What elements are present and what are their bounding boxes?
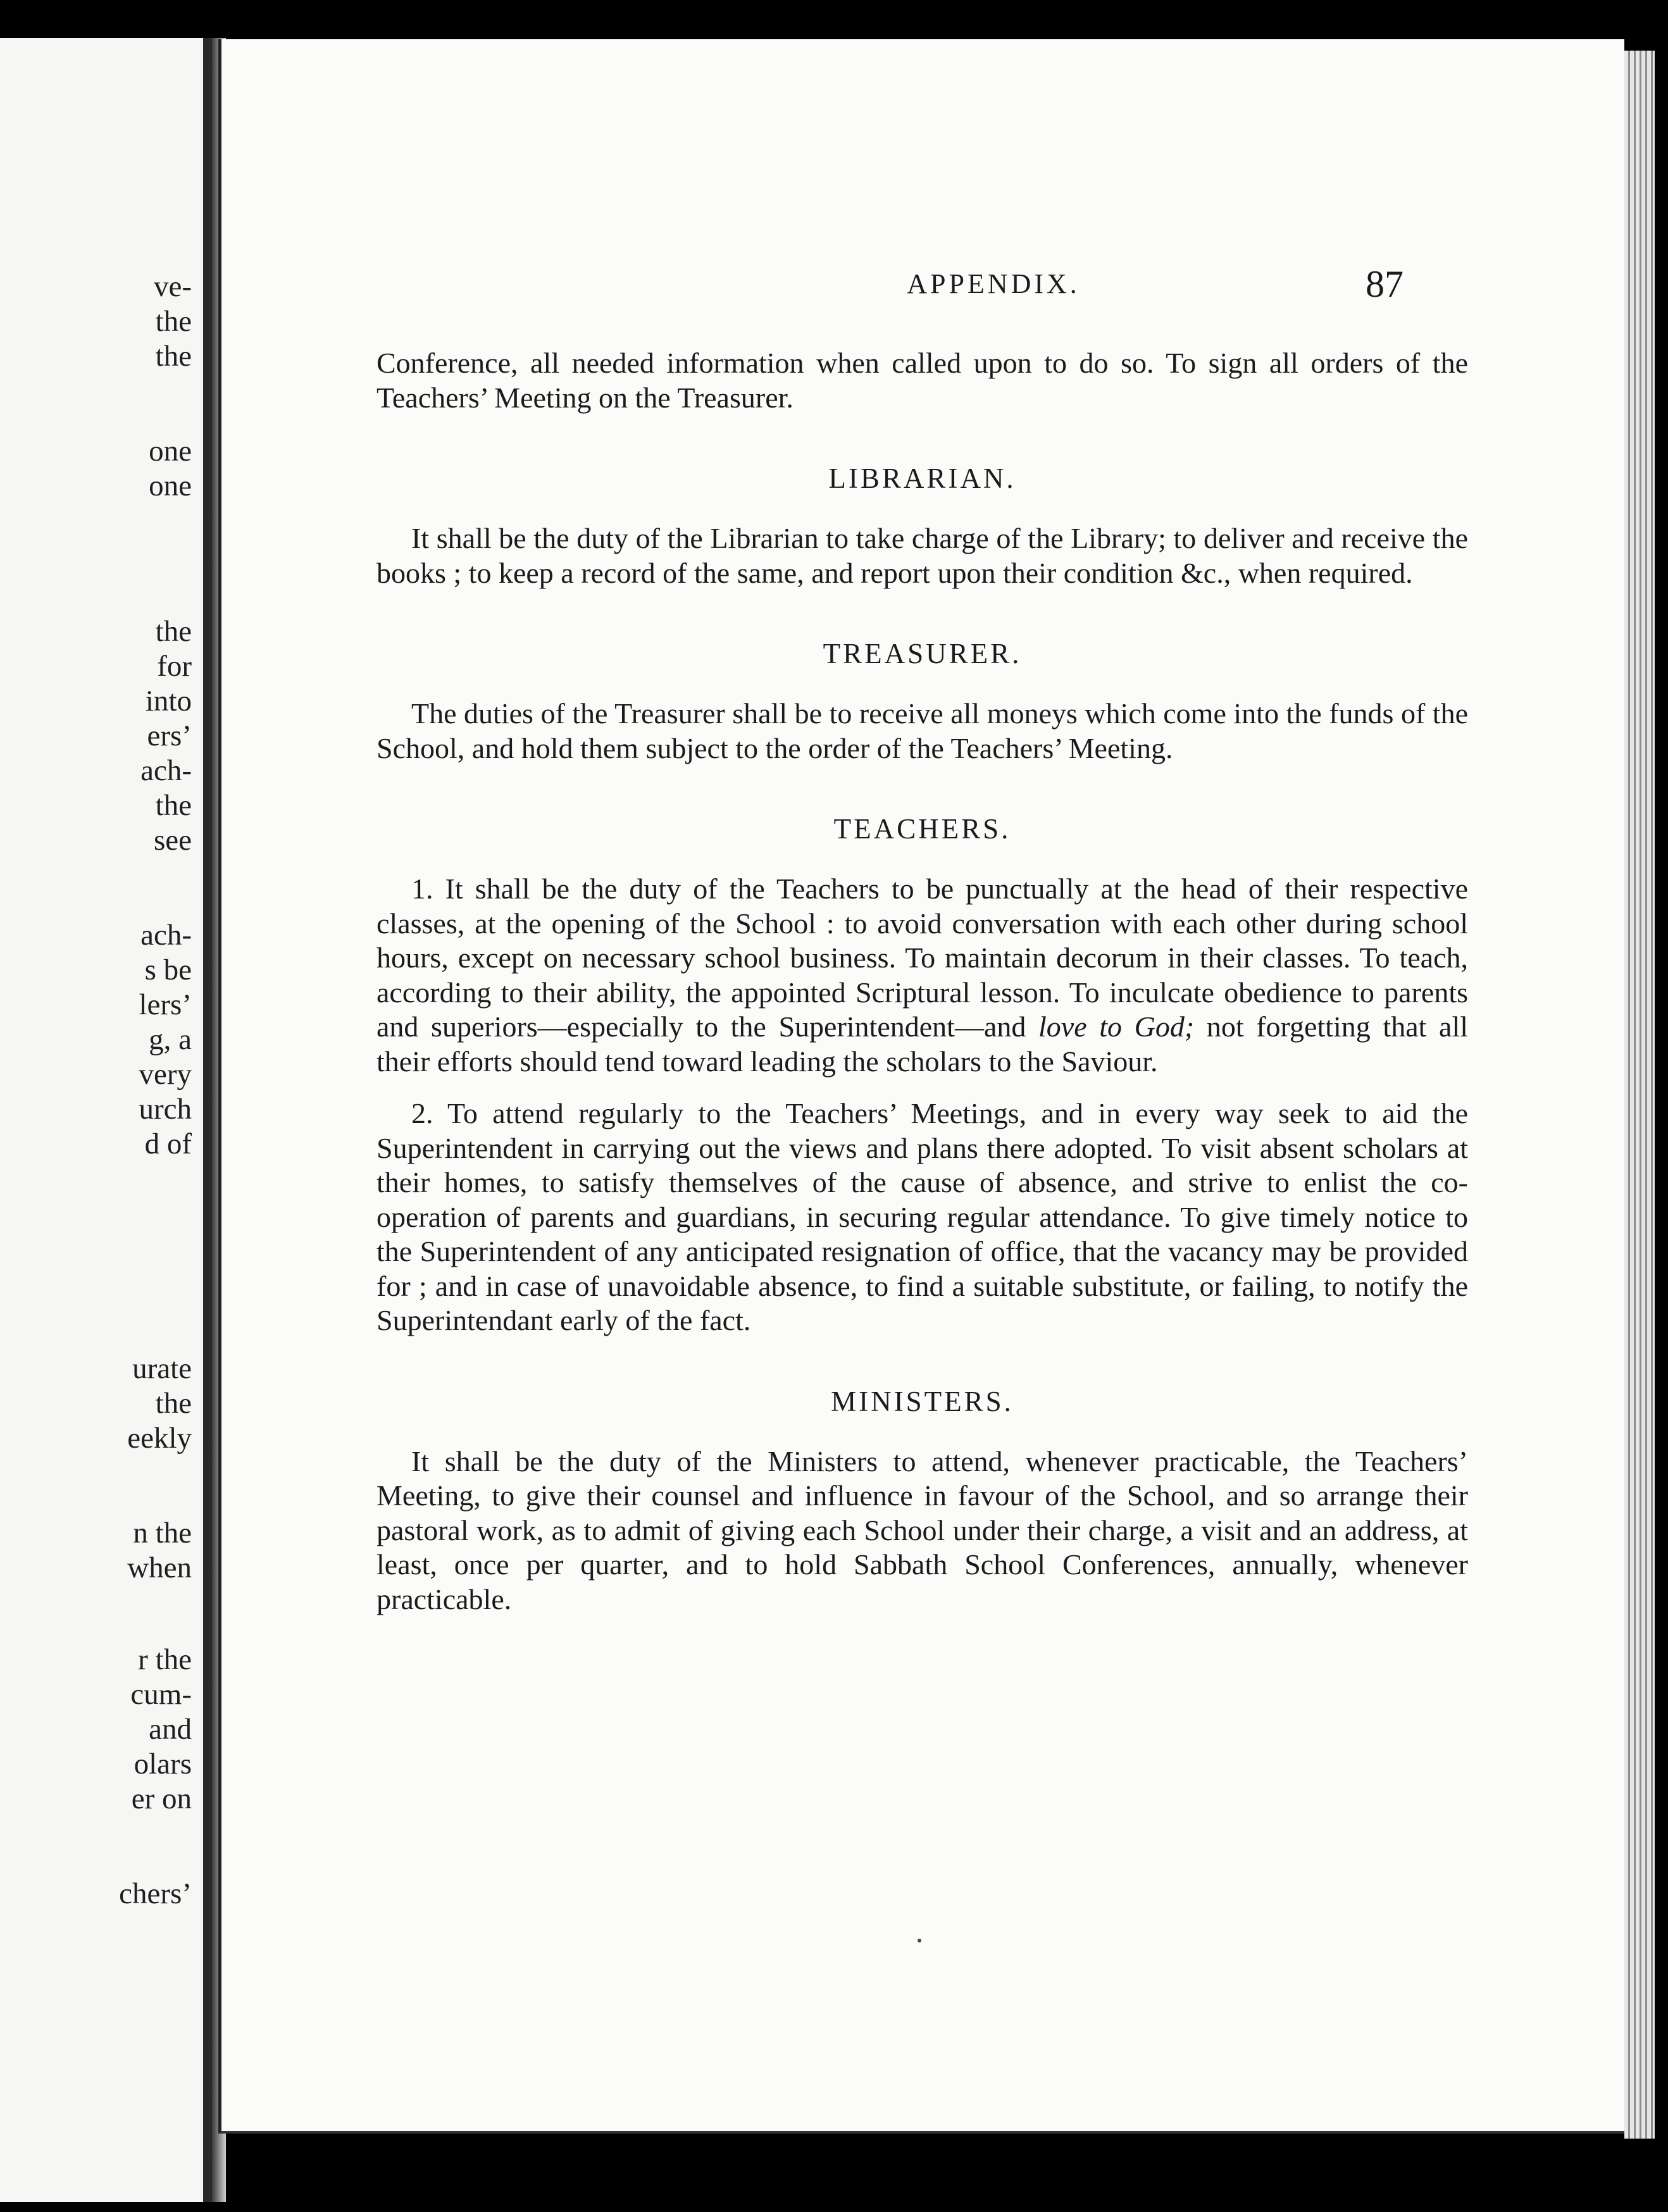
- left-page-fragment: urch: [139, 1093, 192, 1126]
- ministers-heading: MINISTERS.: [831, 1385, 1014, 1417]
- teachers-heading: TEACHERS.: [833, 813, 1011, 845]
- teachers-paragraph-2: 2. To attend regularly to the Teachers’ Meetings, and in every way seek to aid the Superintendent in carrying out the views and plans there adopted. To visit absent scholars at their homes, to satisfy themselves of the cause of absence, and strive to enlist the co-operation of parents and guardians, in securing regular attendance. To give timely notice to the Superintendent of any anticipated resignation of office, that the vacancy may be provided for ; and in case of unavoidable absence, to find a suitable substitute, or failing, to notify the Superintendant early of the fact.: [377, 1097, 1468, 1336]
- ministers-paragraph: It shall be the duty of the Ministers to attend, whenever practicable, the Teachers’ Meeting, to give their counsel and influence in favour of the School, and so arrange their pastoral work, as to admit of giving each School under their charge, a visit and an address, at least, once per quarter, and to hold Sabbath School Conferences, annually, whenever practicable.: [377, 1445, 1468, 1615]
- left-page-fragment: olars: [134, 1748, 192, 1780]
- left-page-fragment: the: [155, 340, 192, 373]
- ink-speck: [918, 1939, 921, 1942]
- left-page-fragment: s be: [144, 954, 192, 986]
- treasurer-paragraph: The duties of the Treasurer shall be to receive all moneys which come into the funds of the School, and hold them subject to the order of the Teachers’ Meeting.: [377, 697, 1468, 764]
- left-page-fragment: for: [157, 650, 192, 683]
- left-facing-page: [0, 38, 212, 2202]
- left-page-fragment: er on: [131, 1782, 192, 1815]
- teachers-p1-text-a: 1. It shall be the duty of the Teachers to be punctually at the head of their respective classes, at the opening of the School : to avoid conversation with each other during school hours, except on necessary school business. To maintain decorum in their classes. To teach, according to their ability, the appointed Scriptural lesson. To inculcate obedience to parents and superiors—especially to the Superintendent—and: [377, 873, 1468, 1043]
- left-page-fragment: the: [155, 615, 192, 648]
- teachers-paragraph-1: [377, 872, 1468, 1079]
- running-head-title: APPENDIX.: [907, 268, 1080, 299]
- left-page-fragment: into: [145, 685, 192, 718]
- left-page-fragment: see: [153, 824, 192, 857]
- page-number: 87: [1366, 263, 1403, 305]
- left-page-fragment: ers’: [147, 719, 192, 752]
- left-page-fragment: urate: [132, 1352, 192, 1385]
- left-page-fragment: ve-: [153, 270, 192, 303]
- librarian-paragraph: It shall be the duty of the Librarian to take charge of the Library; to deliver and receive the books ; to keep a record of the same, and report upon their condition &c., when required.: [377, 522, 1468, 589]
- librarian-heading: LIBRARIAN.: [828, 463, 1016, 494]
- left-page-fragment: eekly: [127, 1422, 192, 1455]
- left-page-fragment: g, a: [149, 1023, 192, 1056]
- left-page-fragment: ach-: [140, 919, 192, 952]
- left-page-fragment: the: [155, 1387, 192, 1420]
- running-head: [221, 262, 1624, 306]
- left-page-fragment: the: [155, 305, 192, 338]
- left-page-fragment: chers’: [119, 1877, 192, 1910]
- left-page-fragment: when: [127, 1551, 192, 1584]
- left-page-fragment: and: [149, 1713, 192, 1746]
- treasurer-heading: TREASURER.: [823, 638, 1022, 669]
- left-page-fragment: lers’: [139, 988, 192, 1021]
- left-page-fragment: r the: [138, 1643, 192, 1676]
- left-page-fragment: very: [139, 1058, 192, 1091]
- teachers-p1-italic: love to God;: [1038, 1010, 1195, 1043]
- left-page-fragment: the: [155, 789, 192, 822]
- teachers-p1-text-b: not forgetting that all their efforts should tend toward leading the scholars to the Saviour.: [377, 1010, 1469, 1078]
- intro-paragraph: Conference, all needed information when called upon to do so. To sign all orders of the Teachers’ Meeting on the Treasurer.: [377, 347, 1468, 414]
- left-page-fragment: d of: [144, 1128, 192, 1160]
- left-page-fragment: one: [149, 435, 192, 468]
- book-page-edges: [1624, 51, 1655, 2139]
- left-page-fragment: n the: [133, 1517, 192, 1550]
- left-page-fragment: ach-: [140, 754, 192, 787]
- left-page-fragment: one: [149, 469, 192, 502]
- text-column: [377, 346, 1468, 1617]
- left-page-fragment: cum-: [130, 1678, 192, 1711]
- main-page: [218, 39, 1624, 2134]
